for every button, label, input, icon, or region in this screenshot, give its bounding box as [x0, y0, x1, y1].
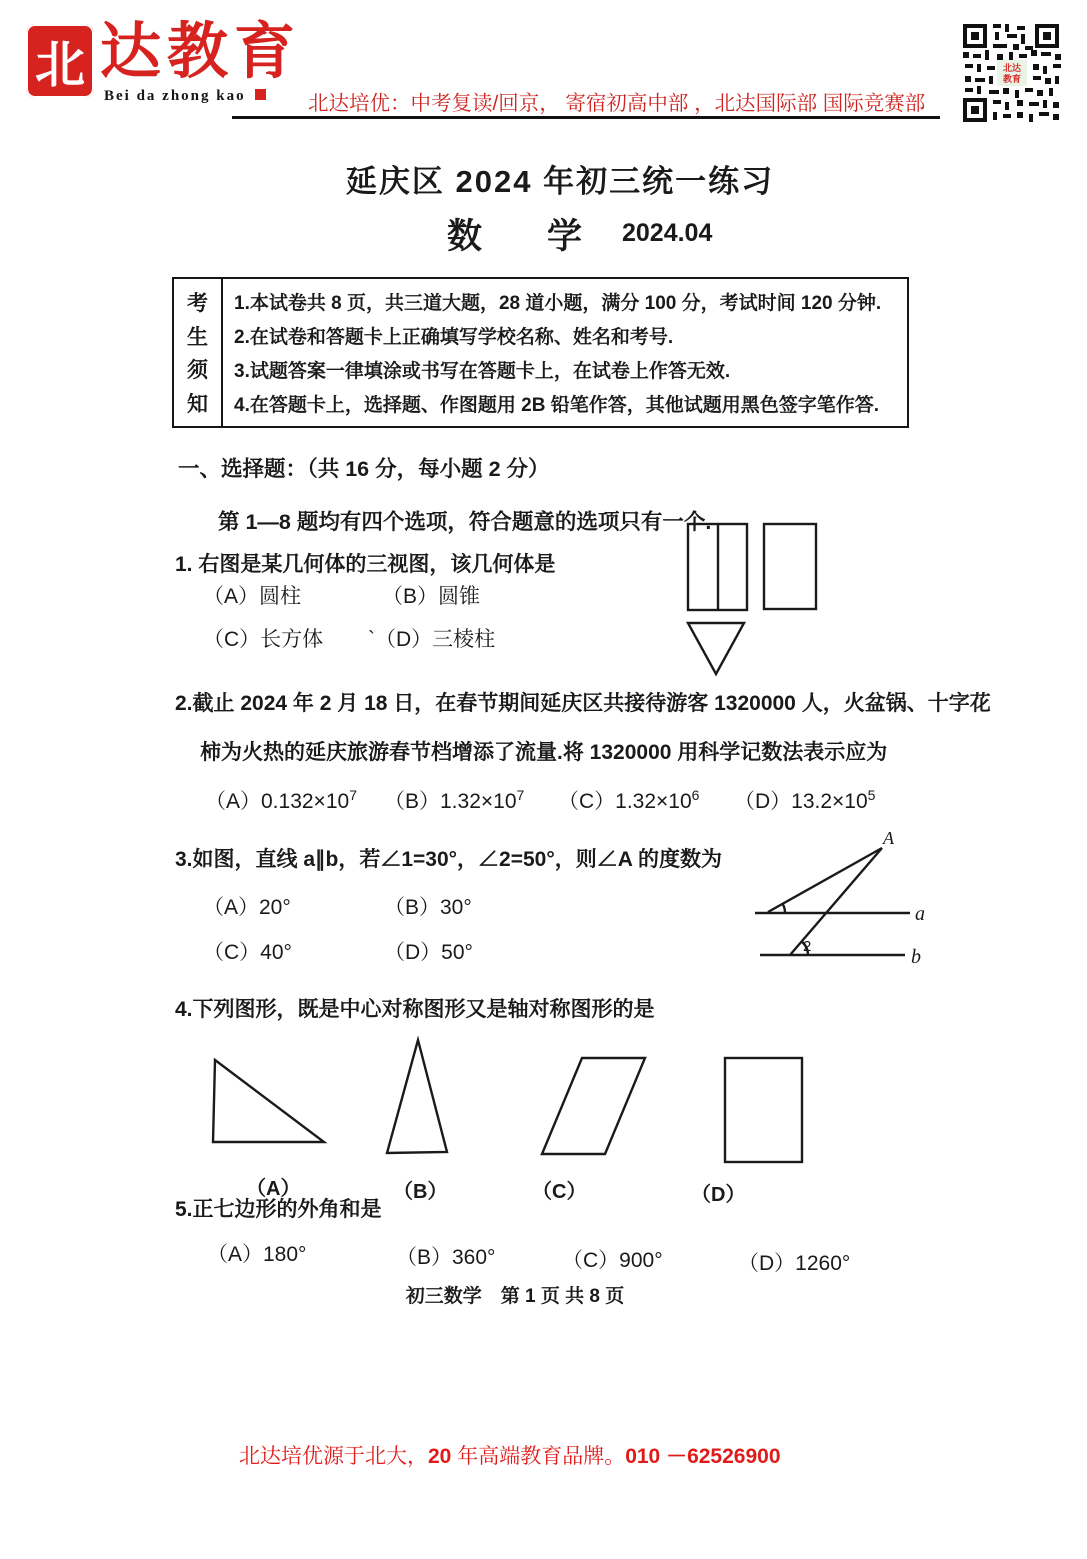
q5-option-c: （C）900° [562, 1249, 663, 1272]
q2-option-c [558, 785, 699, 815]
brand-name: 达教育 [100, 19, 302, 86]
question-4-text: 4.下列图形，既是中心对称图形又是轴对称图形的是 [175, 998, 655, 1021]
q4-shape-right-triangle [213, 1060, 324, 1142]
notice-side-label [174, 279, 223, 426]
q4-label-d: （D） [691, 1184, 746, 1206]
q2-option-d-exp: 5 [867, 787, 876, 803]
q1-three-view-figure [682, 516, 827, 681]
question-2-text-line1: 2.截止 2024 年 2 月 18 日，在春节期间延庆区共接待游客 1320000 人，火盆锅、十字花 [175, 692, 991, 715]
notice-side-char: 知 [187, 393, 208, 417]
exam-date: 2024.04 [622, 219, 713, 247]
bottom-note-text: 北达培优源于北大， [239, 1445, 428, 1468]
q2-option-d [734, 785, 875, 815]
q3-option-b: （B）30° [384, 896, 472, 919]
qr-code [963, 18, 1061, 126]
notice-item-2: 2.在试卷和答题卡上正确填写学校名称、姓名和考号. [234, 326, 674, 348]
qr-center-text-1: 北达 [1002, 63, 1022, 73]
section-one-note: 第 1—8 题均有四个选项，符合题意的选项只有一个. [218, 510, 712, 534]
notice-item-3: 3.试题答案一律填涂或书写在答题卡上，在试卷上作答无效. [234, 361, 731, 383]
bottom-note-phone: 010 －62526900 [625, 1445, 781, 1468]
q5-option-a: （A）180° [207, 1243, 307, 1266]
q4-label-b: （B） [393, 1181, 448, 1203]
q4-shape-isosceles-triangle [387, 1040, 447, 1153]
q4-shapes-figure [200, 1032, 820, 1167]
q1-option-a: （A）圆柱 [203, 585, 302, 608]
subject-char-1: 数 [447, 217, 483, 256]
question-2-text-line2: 柿为火热的延庆旅游春节档增添了流量.将 1320000 用科学记数法表示应为 [200, 741, 888, 764]
q2-option-b-base: （B）1.32×10 [384, 790, 517, 813]
notice-item-1: 1.本试卷共 8 页，共三道大题，28 道小题，满分 100 分，考试时间 120 分钟. [234, 292, 882, 314]
brand-bottom-note [239, 1440, 781, 1470]
q3-fig-angle2-label: 2 [803, 938, 812, 955]
notice-side-char: 考 [187, 291, 208, 315]
brand-subtitle-text: Bei da zhong kao [104, 88, 246, 104]
q3-fig-label-a: a [915, 903, 925, 925]
subject-char-2: 学 [547, 217, 583, 256]
q2-option-a-exp: 7 [349, 787, 357, 803]
question-5-text: 5.正七边形的外角和是 [175, 1198, 382, 1221]
q4-shape-parallelogram [542, 1058, 645, 1154]
q5-option-d: （D）1260° [738, 1252, 851, 1275]
q1-option-c: （C）长方体 [203, 628, 324, 651]
q5-option-b: （B）360° [396, 1246, 496, 1269]
q3-option-c: （C）40° [203, 941, 292, 964]
q2-option-d-base: （D）13.2×10 [734, 790, 868, 813]
q2-option-a [205, 785, 357, 815]
q2-option-b-exp: 7 [516, 787, 525, 803]
question-1-text: 1. 右图是某几何体的三视图，该几何体是 [175, 553, 556, 576]
q4-label-c: （C） [532, 1181, 587, 1203]
red-square-icon [255, 89, 266, 100]
q3-fig-label-b: b [911, 946, 921, 968]
notice-side-char: 须 [187, 359, 208, 383]
notice-items [223, 279, 907, 426]
q3-option-a: （A）20° [203, 896, 291, 919]
question-3-text: 3.如图，直线 a∥b，若∠1=30°，∠2=50°，则∠A 的度数为 [175, 848, 722, 871]
q2-option-a-base: （A）0.132×10 [205, 790, 350, 813]
header-rule [232, 116, 940, 119]
q4-shape-rectangle [725, 1058, 802, 1162]
exam-title: 延庆区 2024 年初三统一练习 [345, 164, 775, 199]
q2-option-b [384, 785, 524, 815]
brand-subtitle [104, 88, 266, 105]
brand-slogan: 北达培优：中考复读/回京， 寄宿初高中部 ，北达国际部 国际竞赛部 [308, 92, 926, 115]
q2-option-c-base: （C）1.32×10 [558, 790, 692, 813]
notice-side-char: 生 [187, 325, 208, 349]
q2-option-c-exp: 6 [691, 787, 700, 803]
qr-center-text-2: 教育 [1002, 74, 1022, 84]
brand-seal-char: 北 [35, 37, 85, 93]
page-number-footer: 初三数学 第 1 页 共 8 页 [405, 1286, 625, 1307]
bottom-note-years: 20 [428, 1445, 452, 1468]
candidate-notice-box [172, 277, 909, 428]
notice-item-4: 4.在答题卡上，选择题、作图题用 2B 铅笔作答，其他试题用黑色签字笔作答. [234, 395, 879, 417]
q4-label-a: （A） [246, 1178, 301, 1200]
q3-fig-label-A: A [883, 830, 894, 848]
q3-option-d: （D）50° [384, 941, 473, 964]
q1-option-d: `（D）三棱柱 [368, 628, 496, 651]
q3-parallel-lines-figure [745, 830, 945, 975]
brand-seal-logo [26, 24, 94, 98]
q1-option-b: （B）圆锥 [382, 585, 481, 608]
section-one-heading: 一、选择题：（共 16 分，每小题 2 分） [178, 457, 550, 481]
bottom-note-text2: 年高端教育品牌。 [451, 1445, 626, 1468]
